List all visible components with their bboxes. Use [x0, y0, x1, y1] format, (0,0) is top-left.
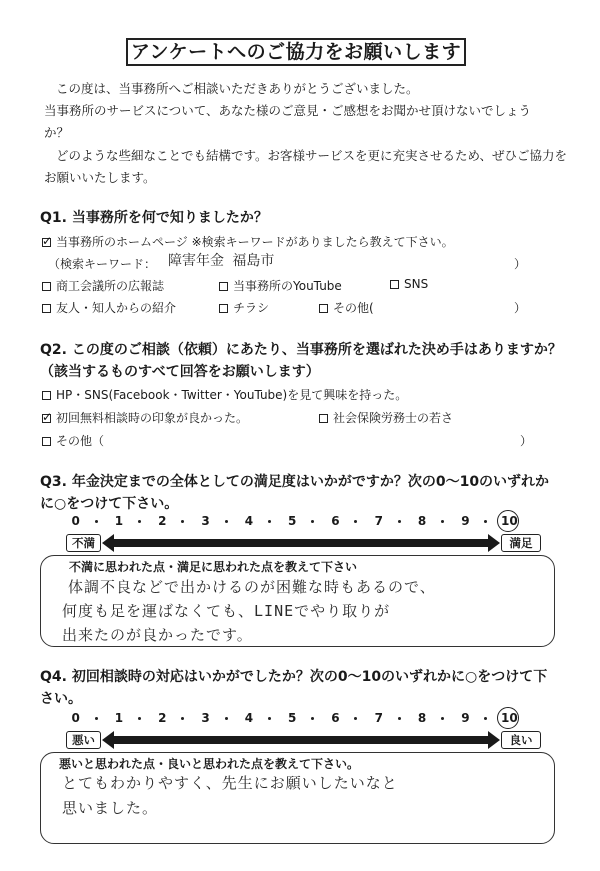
q4-left-label: 悪い [66, 731, 101, 749]
q4-selected-circle [497, 707, 519, 729]
q4-scale-value[interactable]: 4 [244, 711, 254, 725]
q2-heading-line-2: （該当するものすべて回答をお願いします） [40, 364, 320, 380]
q3-scale-dot [268, 520, 271, 523]
intro-line-3: か？ [44, 125, 70, 140]
q3-scale-value[interactable]: 5 [288, 514, 297, 528]
q3-scale-dot [354, 520, 357, 523]
q2-other-close: ） [520, 434, 533, 448]
q4-scale-value[interactable]: 2 [158, 711, 167, 725]
q3-answer-line-1: 体調不良などで出かけるのが困難な時もあるので、 [68, 578, 436, 596]
checkbox[interactable] [319, 414, 328, 423]
q3-right-label: 満足 [501, 534, 541, 552]
checkbox[interactable] [42, 304, 51, 313]
q4-scale-value[interactable]: 5 [288, 711, 297, 725]
checkbox-checked[interactable] [42, 414, 51, 423]
q2-option-hp-sns[interactable]: HP・SNS(Facebook・Twitter・YouTube)を見て興味を持った。 [42, 386, 407, 403]
q2-option-youth[interactable]: 社会保険労務士の若さ [319, 409, 453, 426]
q3-scale-value[interactable]: 2 [158, 514, 167, 528]
q1-option-chamber[interactable]: 商工会議所の広報誌 [42, 277, 164, 294]
q3-heading-line-2: に○をつけて下さい。 [40, 496, 179, 512]
q3-scale-value[interactable]: 0 [71, 514, 80, 528]
q4-scale-dot [138, 717, 141, 720]
q1-keyword-close: ） [514, 257, 527, 271]
q4-scale-value[interactable]: 0 [71, 711, 80, 725]
q2-option-first-impression[interactable]: ✓初回無料相談時の印象が良かった。 [42, 409, 248, 426]
q4-scale-dot [311, 717, 314, 720]
q4-scale-value[interactable]: 1 [114, 711, 124, 725]
q4-answer-line-1: とてもわかりやすく、先生にお願いしたいなと [62, 774, 398, 792]
q3-arrow-bar [102, 533, 500, 553]
intro-line-1: この度は、当事務所へご相談いただきありがとうございました。 [56, 81, 419, 96]
q4-heading-line-2: さい。 [40, 691, 82, 707]
q4-scale-dot [225, 717, 228, 720]
q3-heading-line-1: Q3. 年金決定までの全体としての満足度はいかがですか？次の0～10のいずれか [40, 474, 550, 490]
q3-scale-dot [225, 520, 228, 523]
intro-line-2: 当事務所のサービスについて、あなた様のご意見・ご感想をお聞かせ頂けないでしょう [44, 103, 532, 118]
q2-option-other[interactable]: その他（ [42, 432, 104, 449]
checkbox[interactable] [42, 391, 51, 400]
q4-scale-dot [441, 717, 444, 720]
q1-keyword-handwritten: 障害年金 福島市 [168, 253, 275, 269]
q4-scale-value[interactable]: 7 [374, 711, 383, 725]
q3-scale-value[interactable]: 9 [461, 514, 470, 528]
checkbox[interactable] [219, 304, 228, 313]
intro-line-5: お願いいたします。 [44, 170, 156, 185]
q3-selected-circle [497, 510, 519, 532]
q3-scale-dot [441, 520, 444, 523]
q3-scale-value[interactable]: 4 [244, 514, 254, 528]
q4-scale-value[interactable]: 9 [461, 711, 470, 725]
q3-scale-dot [181, 520, 184, 523]
checkbox[interactable] [42, 437, 51, 446]
q4-scale-value[interactable]: 6 [331, 711, 340, 725]
q3-scale-value[interactable]: 1 [114, 514, 124, 528]
q1-heading: Q1. 当事務所を何で知りましたか？ [40, 210, 268, 226]
q4-scale-dot [354, 717, 357, 720]
checkbox[interactable] [390, 280, 399, 289]
checkbox[interactable] [219, 282, 228, 291]
q1-option-friend[interactable]: 友人・知人からの紹介 [42, 299, 176, 316]
q3-comment-prompt: 不満に思われた点・満足に思われた点を教えて下さい [65, 558, 361, 575]
q4-scale-value[interactable]: 3 [201, 711, 210, 725]
q4-heading-line-1: Q4. 初回相談時の対応はいかがでしたか？次の0～10のいずれかに○をつけて下 [40, 669, 548, 685]
q4-right-label: 良い [501, 731, 541, 749]
q3-scale-value[interactable]: 8 [417, 514, 427, 528]
q4-scale-dot [484, 717, 487, 720]
q4-scale-dot [268, 717, 271, 720]
q3-scale-dot [95, 520, 98, 523]
q3-answer-line-3: 出来たのが良かったです。 [62, 626, 253, 644]
q1-option-flyer[interactable]: チラシ [219, 299, 269, 316]
q4-comment-prompt: 悪いと思われた点・良いと思われた点を教えて下さい。 [55, 755, 363, 772]
q4-scale-dot [398, 717, 401, 720]
checkbox[interactable] [319, 304, 328, 313]
q4-scale-value[interactable]: 8 [417, 711, 427, 725]
q4-scale-value[interactable]: 10 [501, 711, 518, 725]
q1-other-close: ） [514, 301, 527, 315]
q3-scale-dot [138, 520, 141, 523]
q4-answer-line-2: 思いました。 [62, 799, 159, 817]
q4-arrow-bar [102, 730, 500, 750]
q3-scale-value[interactable]: 7 [374, 514, 383, 528]
q3-answer-line-2: 何度も足を運ばなくても、LINEでやり取りが [62, 602, 391, 620]
q1-option-other[interactable]: その他( [319, 299, 374, 316]
q3-scale-dot [311, 520, 314, 523]
q1-option-sns[interactable]: SNS [390, 277, 428, 291]
checkbox-checked[interactable] [42, 238, 51, 247]
q3-scale-value[interactable]: 10 [501, 514, 518, 528]
q3-scale-value[interactable]: 3 [201, 514, 210, 528]
q3-left-label: 不満 [66, 534, 101, 552]
q1-option-youtube[interactable]: 当事務所のYouTube [219, 277, 342, 294]
q1-keyword-label: （検索キーワード： [48, 257, 157, 271]
checkbox[interactable] [42, 282, 51, 291]
intro-line-4: どのような些細なことでも結構です。お客様サービスを更に充実させるため、ぜひご協力を [56, 148, 568, 163]
q1-option-homepage[interactable]: ✓当事務所のホームページ ※検索キーワードがありましたら教えて下さい。 [42, 233, 454, 250]
q2-heading-line-1: Q2. この度のご相談（依頼）にあたり、当事務所を選ばれた決め手はありますか？ [40, 342, 562, 358]
page-title: アンケートへのご協力をお願いします [126, 38, 466, 66]
q3-scale-value[interactable]: 6 [331, 514, 340, 528]
q3-scale-dot [484, 520, 487, 523]
q3-scale-dot [398, 520, 401, 523]
q4-scale-dot [95, 717, 98, 720]
q4-scale-dot [181, 717, 184, 720]
